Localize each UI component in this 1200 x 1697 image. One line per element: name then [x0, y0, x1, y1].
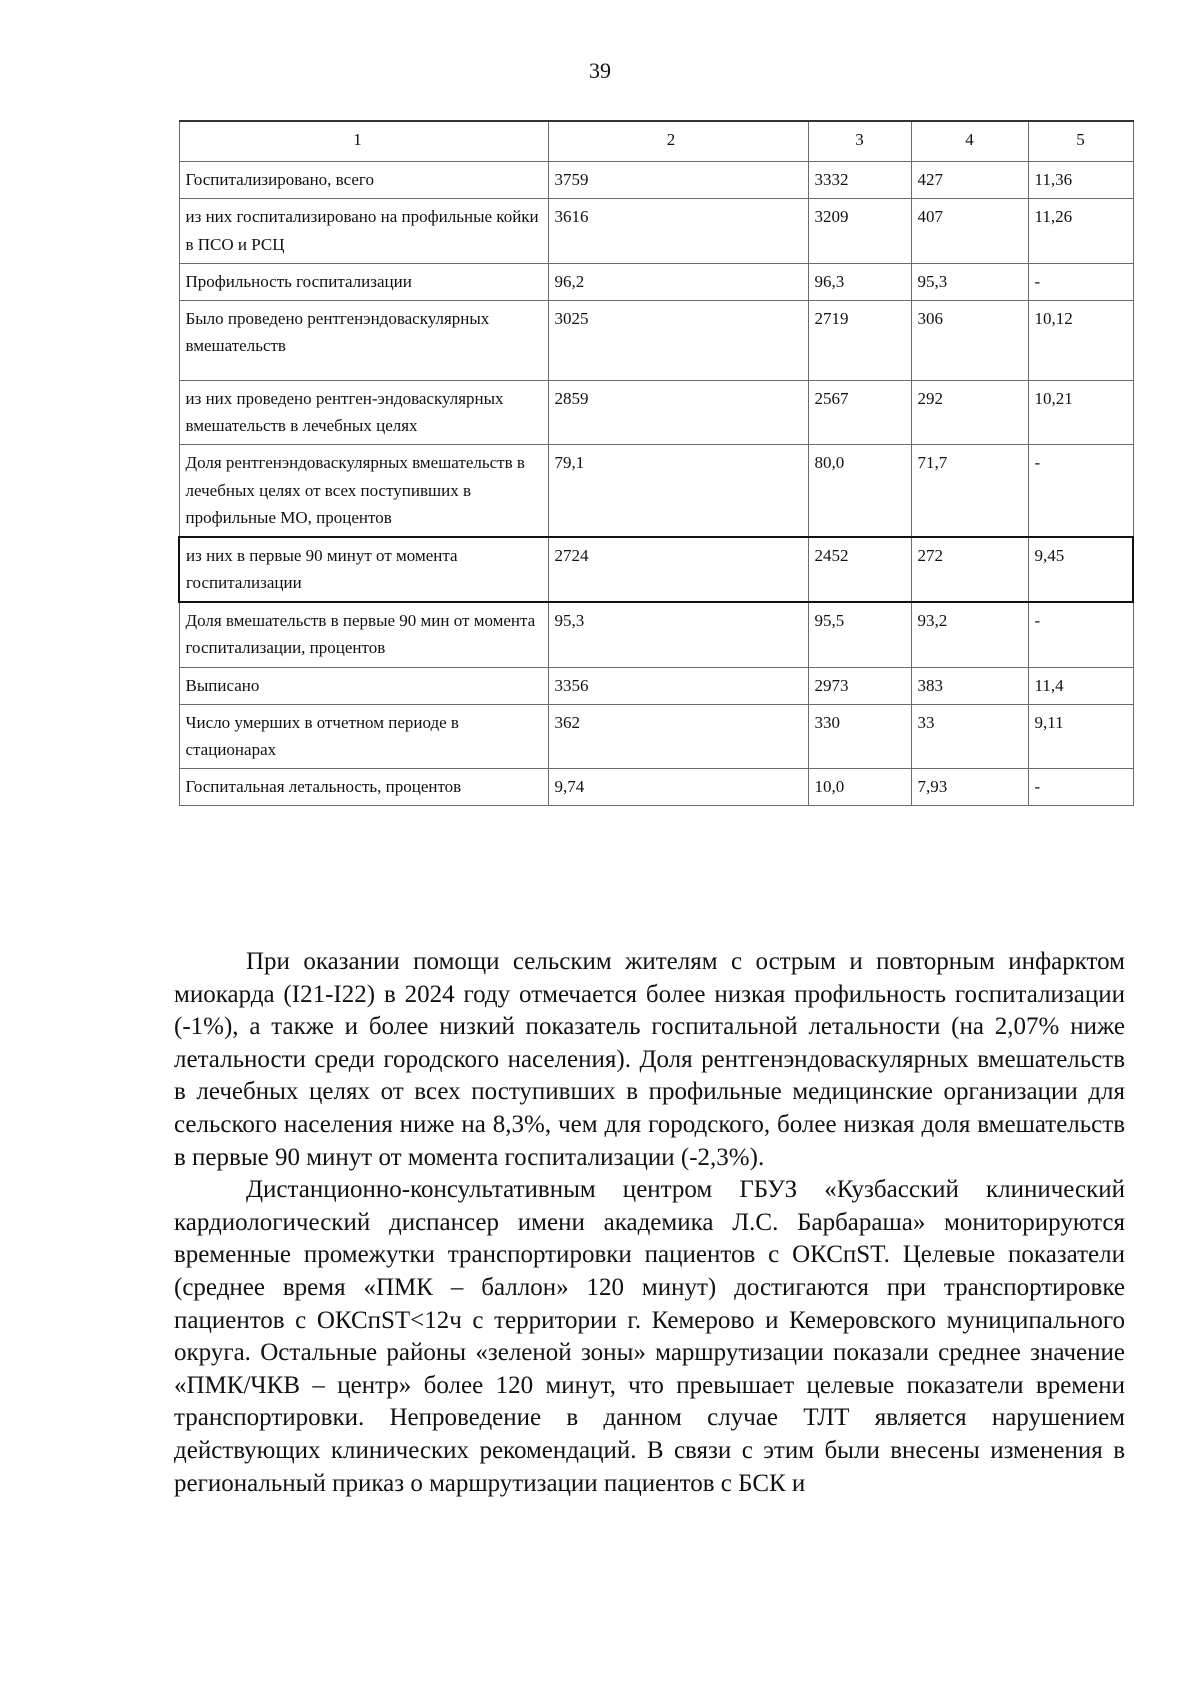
- row-label: Число умерших в отчетном периоде в стационарах: [179, 704, 548, 768]
- row-value: 33: [911, 704, 1028, 768]
- table-row: [179, 300, 1133, 380]
- row-value: 10,0: [808, 769, 911, 806]
- row-value: 9,11: [1028, 704, 1133, 768]
- paragraph: При оказании помощи сельским жителям с острым и повторным инфарктом миокарда (I21-I22) в 2024 году отмечается более низкая профильность госпитализации (-1%), а также и более низкий показатель госпитальной летальности (на 2,07% ниже летальности среди городского населения). Доля рентгенэндоваскулярных вмешательств в лечебных целях от всех поступивших в профильные медицинские организации для сельского населения ниже на 8,3%, чем для городского, более низкая доля вмешательств в первые 90 минут от момента госпитализации (-2,3%).: [174, 948, 1125, 1171]
- row-label: Доля рентгенэндоваскулярных вмешательств в лечебных целях от всех поступивших в профильные МО, процентов: [179, 445, 548, 537]
- row-value: 383: [911, 667, 1028, 704]
- row-value: 71,7: [911, 445, 1028, 537]
- row-value: 2973: [808, 667, 911, 704]
- table-header-row: [179, 121, 1133, 162]
- table-header-cell: 4: [911, 121, 1028, 162]
- table-header-cell: 5: [1028, 121, 1133, 162]
- row-value: 2859: [548, 380, 808, 444]
- row-value: 362: [548, 704, 808, 768]
- row-value: 11,26: [1028, 199, 1133, 263]
- row-value: 306: [911, 300, 1028, 380]
- row-value: 10,21: [1028, 380, 1133, 444]
- row-value: 2452: [808, 537, 911, 602]
- row-value: 96,3: [808, 263, 911, 300]
- table-row: [179, 162, 1133, 199]
- table-header-cell: 1: [179, 121, 548, 162]
- row-value: 3025: [548, 300, 808, 380]
- row-label: Доля вмешательств в первые 90 мин от момента госпитализации, процентов: [179, 602, 548, 667]
- row-label: из них в первые 90 минут от момента госпитализации: [179, 537, 548, 602]
- paragraph: Дистанционно-консультативным центром ГБУЗ «Кузбасский клинический кардиологический диспансер имени академика Л.С. Барбараша» мониторируются временные промежутки транспортировки пациентов с ОКСпST. Целевые показатели (среднее время «ПМК – баллон» 120 минут) достигаются при транспортировке пациентов с ОКСпST<12ч с территории г. Кемерово и Кемеровского муниципального округа. Остальные районы «зеленой зоны» маршрутизации показали среднее значение «ПМК/ЧКВ – центр» более 120 минут, что превышает целевые показатели времени транспортировки. Непроведение в данном случае ТЛТ является нарушением действующих клинических рекомендаций. В связи с этим были внесены изменения в региональный приказ о маршрутизации пациентов с БСК и: [174, 1176, 1125, 1497]
- row-value: 9,74: [548, 769, 808, 806]
- table-row: [179, 704, 1133, 768]
- row-value: -: [1028, 602, 1133, 667]
- table-header-cell: 2: [548, 121, 808, 162]
- row-label: Выписано: [179, 667, 548, 704]
- row-label: Госпитализировано, всего: [179, 162, 548, 199]
- table-row: [179, 602, 1133, 667]
- row-label: из них госпитализировано на профильные койки в ПСО и РСЦ: [179, 199, 548, 263]
- row-value: 11,4: [1028, 667, 1133, 704]
- row-value: 3209: [808, 199, 911, 263]
- row-value: 407: [911, 199, 1028, 263]
- row-value: 95,3: [911, 263, 1028, 300]
- row-value: 3356: [548, 667, 808, 704]
- row-value: 3759: [548, 162, 808, 199]
- row-value: -: [1028, 769, 1133, 806]
- table-row: [179, 263, 1133, 300]
- body-text: [174, 946, 1125, 1500]
- row-value: 96,2: [548, 263, 808, 300]
- row-label: Госпитальная летальность, процентов: [179, 769, 548, 806]
- row-value: 2724: [548, 537, 808, 602]
- row-value: 80,0: [808, 445, 911, 537]
- table-row: [179, 445, 1133, 537]
- row-value: 9,45: [1028, 537, 1133, 602]
- row-label: из них проведено рентген-эндоваскулярных вмешательств в лечебных целях: [179, 380, 548, 444]
- row-value: 3332: [808, 162, 911, 199]
- row-value: 10,12: [1028, 300, 1133, 380]
- row-value: 2719: [808, 300, 911, 380]
- row-label: Профильность госпитализации: [179, 263, 548, 300]
- row-value: 292: [911, 380, 1028, 444]
- row-value: 93,2: [911, 602, 1028, 667]
- table-header-cell: 3: [808, 121, 911, 162]
- page-number: 39: [589, 58, 611, 83]
- table-row: [179, 667, 1133, 704]
- row-value: 427: [911, 162, 1028, 199]
- table-row: [179, 380, 1133, 444]
- table-row: [179, 537, 1133, 602]
- row-value: 79,1: [548, 445, 808, 537]
- row-label: Было проведено рентгенэндоваскулярных вмешательств: [179, 300, 548, 380]
- row-value: 3616: [548, 199, 808, 263]
- row-value: 11,36: [1028, 162, 1133, 199]
- row-value: -: [1028, 263, 1133, 300]
- row-value: 330: [808, 704, 911, 768]
- table-row: [179, 199, 1133, 263]
- row-value: -: [1028, 445, 1133, 537]
- row-value: 95,5: [808, 602, 911, 667]
- row-value: 7,93: [911, 769, 1028, 806]
- row-value: 2567: [808, 380, 911, 444]
- statistics-table: [178, 120, 1134, 806]
- row-value: 272: [911, 537, 1028, 602]
- row-value: 95,3: [548, 602, 808, 667]
- table-row: [179, 769, 1133, 806]
